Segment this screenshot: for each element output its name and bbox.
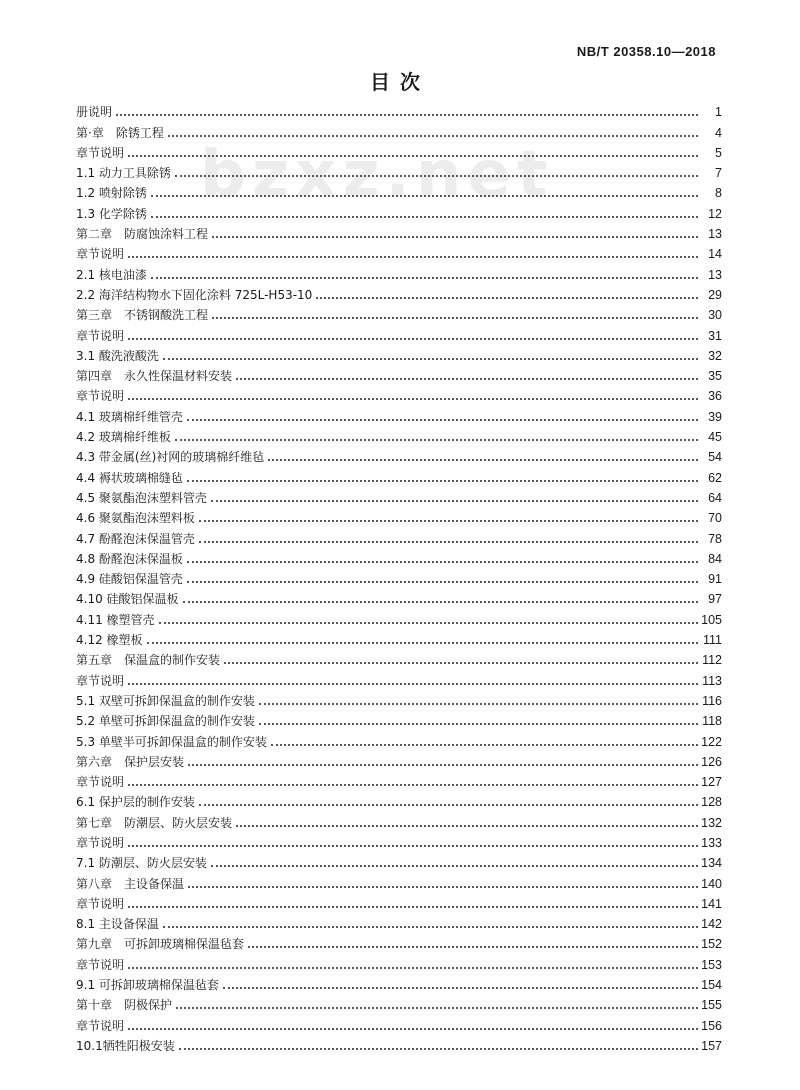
toc-entry-title: 章节说明 — [76, 896, 125, 911]
toc-entry-title: 章节说明 — [76, 145, 125, 160]
toc-entry-page: 157 — [701, 1038, 722, 1053]
toc-entry-page: 13 — [708, 267, 722, 282]
toc-entry[interactable] — [76, 607, 722, 627]
dot-leader — [168, 135, 698, 137]
dot-leader — [128, 784, 698, 786]
dot-leader — [151, 277, 698, 279]
dot-leader — [128, 398, 698, 400]
dot-leader — [187, 561, 698, 563]
toc-entry-page: 8 — [715, 186, 722, 201]
toc-entry[interactable] — [76, 709, 722, 729]
dot-leader — [211, 500, 698, 502]
dot-leader — [175, 175, 698, 177]
toc-entry[interactable] — [76, 303, 722, 323]
dot-leader — [212, 317, 698, 319]
toc-entry-page: 84 — [708, 551, 722, 566]
toc-entry-page: 153 — [701, 957, 722, 972]
toc-entry-title: 2.2 海洋结构物水下固化涂料 725L-H53-10 — [76, 287, 313, 302]
dot-leader — [159, 622, 698, 624]
toc-entry-page: 127 — [701, 775, 722, 790]
toc-entry-title: 5.3 单壁半可拆卸保温盒的制作安装 — [76, 734, 267, 749]
toc-entry[interactable] — [76, 161, 722, 181]
toc-entry-title: 第·章 除锈工程 — [76, 125, 164, 140]
toc-entry[interactable] — [76, 1034, 722, 1054]
toc-entry-page: 133 — [701, 835, 722, 850]
toc-entry-title: 1.3 化学除锈 — [76, 206, 147, 221]
toc-entry[interactable] — [76, 892, 722, 912]
toc-entry-page: 128 — [701, 795, 722, 810]
toc-entry-title: 4.6 聚氨酯泡沫塑料板 — [76, 511, 195, 526]
toc-entry[interactable] — [76, 932, 722, 952]
toc-entry[interactable] — [76, 567, 722, 587]
toc-entry[interactable] — [76, 506, 722, 526]
toc-entry-page: 7 — [715, 166, 722, 181]
toc-entry-page: 113 — [702, 673, 722, 688]
dot-leader — [199, 541, 698, 543]
dot-leader — [187, 480, 698, 482]
toc-entry-page: 12 — [708, 206, 722, 221]
toc-entry[interactable] — [76, 810, 722, 830]
toc-entry[interactable] — [76, 831, 722, 851]
toc-entry-page: 64 — [708, 490, 722, 505]
toc-entry-page: 111 — [702, 633, 722, 648]
toc-entry[interactable] — [76, 120, 722, 140]
dot-leader — [271, 744, 698, 746]
toc-entry-page: 142 — [701, 917, 722, 932]
toc-entry[interactable] — [76, 262, 722, 282]
toc-entry-title: 1.2 喷射除锈 — [76, 186, 147, 201]
dot-leader — [212, 236, 698, 238]
toc-entry-page: 105 — [701, 612, 722, 627]
toc-entry[interactable] — [76, 993, 722, 1013]
toc-entry[interactable] — [76, 1013, 722, 1033]
toc-entry-title: 章节说明 — [76, 673, 125, 688]
toc-entry-title: 4.8 酚醛泡沫保温板 — [76, 551, 183, 566]
toc-entry-title: 第七章 防潮层、防火层安装 — [76, 815, 233, 830]
toc-entry-page: 118 — [702, 714, 722, 729]
toc-entry-title: 7.1 防潮层、防火层安装 — [76, 856, 207, 871]
toc-entry-page: 155 — [701, 998, 722, 1013]
toc-entry[interactable] — [76, 668, 722, 688]
toc-entry[interactable] — [76, 364, 722, 384]
toc-entry-title: 第三章 不锈钢酸洗工程 — [76, 308, 209, 323]
toc-entry[interactable] — [76, 689, 722, 709]
toc-entry[interactable] — [76, 750, 722, 770]
dot-leader — [128, 256, 698, 258]
toc-entry[interactable] — [76, 404, 722, 424]
toc-entry[interactable] — [76, 790, 722, 810]
dot-leader — [188, 886, 698, 888]
toc-entry[interactable] — [76, 628, 722, 648]
toc-entry-title: 章节说明 — [76, 247, 125, 262]
toc-entry[interactable] — [76, 344, 722, 364]
toc-entry-page: 1 — [715, 105, 722, 120]
toc-entry[interactable] — [76, 770, 722, 790]
dot-leader — [268, 459, 698, 461]
toc-entry-title: 4.10 硅酸铝保温板 — [76, 592, 179, 607]
toc-entry-page: 154 — [701, 978, 722, 993]
toc-entry-title: 2.1 核电油漆 — [76, 267, 147, 282]
dot-leader — [128, 155, 698, 157]
dot-leader — [128, 967, 698, 969]
toc-entry-title: 4.11 橡塑管壳 — [76, 612, 155, 627]
dot-leader — [151, 216, 698, 218]
dot-leader — [179, 1048, 698, 1050]
toc-entry[interactable] — [76, 851, 722, 871]
toc-entry[interactable] — [76, 100, 722, 120]
toc-entry[interactable] — [76, 323, 722, 343]
toc-entry[interactable] — [76, 141, 722, 161]
toc-entry-page: 32 — [708, 348, 722, 363]
toc-entry-title: 第五章 保温盒的制作安装 — [76, 653, 221, 668]
toc-entry[interactable] — [76, 465, 722, 485]
toc-entry-title: 4.4 褥状玻璃棉缝毡 — [76, 470, 183, 485]
toc-entry[interactable] — [76, 384, 722, 404]
toc-entry-page: 36 — [708, 389, 722, 404]
toc-entry-page: 4 — [715, 125, 722, 140]
toc-entry-title: 8.1 主设备保温 — [76, 917, 159, 932]
dot-leader — [128, 683, 698, 685]
toc-entry-title: 第十章 阴极保护 — [76, 998, 173, 1013]
dot-leader — [187, 419, 698, 421]
toc-entry-title: 章节说明 — [76, 389, 125, 404]
toc-entry-title: 3.1 酸洗液酸洗 — [76, 348, 159, 363]
toc-entry-title: 4.9 硅酸铝保温管壳 — [76, 572, 183, 587]
toc-entry[interactable] — [76, 973, 722, 993]
toc-entry[interactable] — [76, 871, 722, 891]
toc-entry-page: 134 — [701, 856, 722, 871]
toc-entry-page: 13 — [708, 227, 722, 242]
toc-entry[interactable] — [76, 242, 722, 262]
toc-entry[interactable] — [76, 486, 722, 506]
dot-leader — [236, 825, 698, 827]
toc-entry[interactable] — [76, 729, 722, 749]
dot-leader — [128, 1028, 698, 1030]
standard-number: NB/T 20358.10—2018 — [576, 44, 716, 59]
toc-entry-page: 35 — [708, 369, 722, 384]
toc-entry-title: 章节说明 — [76, 957, 125, 972]
dot-leader — [183, 601, 698, 603]
toc-entry-page: 132 — [701, 815, 722, 830]
dot-leader — [175, 439, 698, 441]
toc-entry-title: 4.1 玻璃棉纤维管壳 — [76, 409, 183, 424]
toc-entry[interactable] — [76, 648, 722, 668]
toc-entry-title: 4.5 聚氨酯泡沫塑料管壳 — [76, 490, 207, 505]
toc-entry-page: 97 — [708, 592, 722, 607]
dot-leader — [236, 378, 698, 380]
dot-leader — [259, 703, 698, 705]
toc-entry-title: 第六章 保护层安装 — [76, 754, 185, 769]
toc-entry-page: 116 — [702, 693, 722, 708]
toc-entry-page: 14 — [708, 247, 722, 262]
toc-entry[interactable] — [76, 445, 722, 465]
toc-entry-title: 第九章 可拆卸玻璃棉保温毡套 — [76, 937, 245, 952]
toc-entry-title: 5.2 单壁可拆卸保温盒的制作安装 — [76, 714, 255, 729]
toc-entry-title: 章节说明 — [76, 775, 125, 790]
toc-entry-page: 122 — [701, 734, 722, 749]
dot-leader — [128, 845, 698, 847]
toc-entry-title: 章节说明 — [76, 328, 125, 343]
dot-leader — [116, 114, 698, 116]
toc-entry-page: 54 — [708, 450, 722, 465]
dot-leader — [188, 764, 698, 766]
toc-entry-title: 第二章 防腐蚀涂料工程 — [76, 227, 209, 242]
toc-entry-title: 册说明 — [76, 105, 113, 120]
dot-leader — [259, 723, 698, 725]
toc-entry-page: 29 — [708, 287, 722, 302]
toc-entry-title: 第八章 主设备保温 — [76, 876, 185, 891]
toc-entry[interactable] — [76, 526, 722, 546]
toc-entry-title: 4.12 橡塑板 — [76, 633, 143, 648]
toc-entry-page: 45 — [708, 430, 722, 445]
toc-entry-page: 91 — [708, 572, 722, 587]
dot-leader — [248, 946, 698, 948]
toc-entry[interactable] — [76, 283, 722, 303]
dot-leader — [147, 642, 698, 644]
toc-entry-page: 140 — [701, 876, 722, 891]
toc-entry-title: 6.1 保护层的制作安装 — [76, 795, 195, 810]
dot-leader — [151, 195, 698, 197]
toc-entry-title: 章节说明 — [76, 1018, 125, 1033]
dot-leader — [224, 662, 698, 664]
toc-entry-page: 30 — [708, 308, 722, 323]
toc-entry[interactable] — [76, 952, 722, 972]
toc-entry[interactable] — [76, 181, 722, 201]
toc-entry-title: 1.1 动力工具除锈 — [76, 166, 171, 181]
dot-leader — [199, 804, 698, 806]
toc-entry-page: 62 — [708, 470, 722, 485]
toc-entry-page: 5 — [715, 145, 722, 160]
dot-leader — [163, 926, 698, 928]
dot-leader — [223, 987, 698, 989]
dot-leader — [128, 338, 698, 340]
toc-entry-page: 152 — [701, 937, 722, 952]
toc-entry[interactable] — [76, 912, 722, 932]
toc-entry-title: 9.1 可拆卸玻璃棉保温毡套 — [76, 978, 219, 993]
toc-entry-page: 70 — [708, 511, 722, 526]
table-of-contents — [76, 100, 722, 1054]
toc-entry-page: 112 — [702, 653, 722, 668]
toc-entry[interactable] — [76, 201, 722, 221]
toc-entry[interactable] — [76, 587, 722, 607]
toc-entry-page: 39 — [708, 409, 722, 424]
toc-entry-title: 第四章 永久性保温材料安装 — [76, 369, 233, 384]
toc-entry[interactable] — [76, 425, 722, 445]
toc-entry-title: 5.1 双壁可拆卸保温盒的制作安装 — [76, 693, 255, 708]
dot-leader — [176, 1007, 698, 1009]
toc-entry[interactable] — [76, 222, 722, 242]
dot-leader — [211, 865, 698, 867]
toc-entry[interactable] — [76, 547, 722, 567]
toc-entry-page: 126 — [701, 754, 722, 769]
dot-leader — [187, 581, 698, 583]
toc-entry-page: 156 — [701, 1018, 722, 1033]
toc-entry-title: 4.3 带金属(丝)衬网的玻璃棉纤维毡 — [76, 450, 265, 465]
toc-entry-page: 141 — [701, 896, 722, 911]
toc-entry-title: 4.7 酚醛泡沫保温管壳 — [76, 531, 195, 546]
dot-leader — [163, 358, 698, 360]
watermark: bzxz.net — [200, 138, 554, 212]
toc-entry-title: 10.1牺牲阳极安装 — [76, 1038, 175, 1053]
dot-leader — [316, 297, 698, 299]
toc-entry-page: 31 — [708, 328, 722, 343]
dot-leader — [199, 520, 698, 522]
toc-entry-title: 4.2 玻璃棉纤维板 — [76, 430, 171, 445]
toc-entry-title: 章节说明 — [76, 835, 125, 850]
toc-entry-page: 78 — [708, 531, 722, 546]
dot-leader — [128, 906, 698, 908]
page-title: 目次 — [370, 70, 430, 94]
